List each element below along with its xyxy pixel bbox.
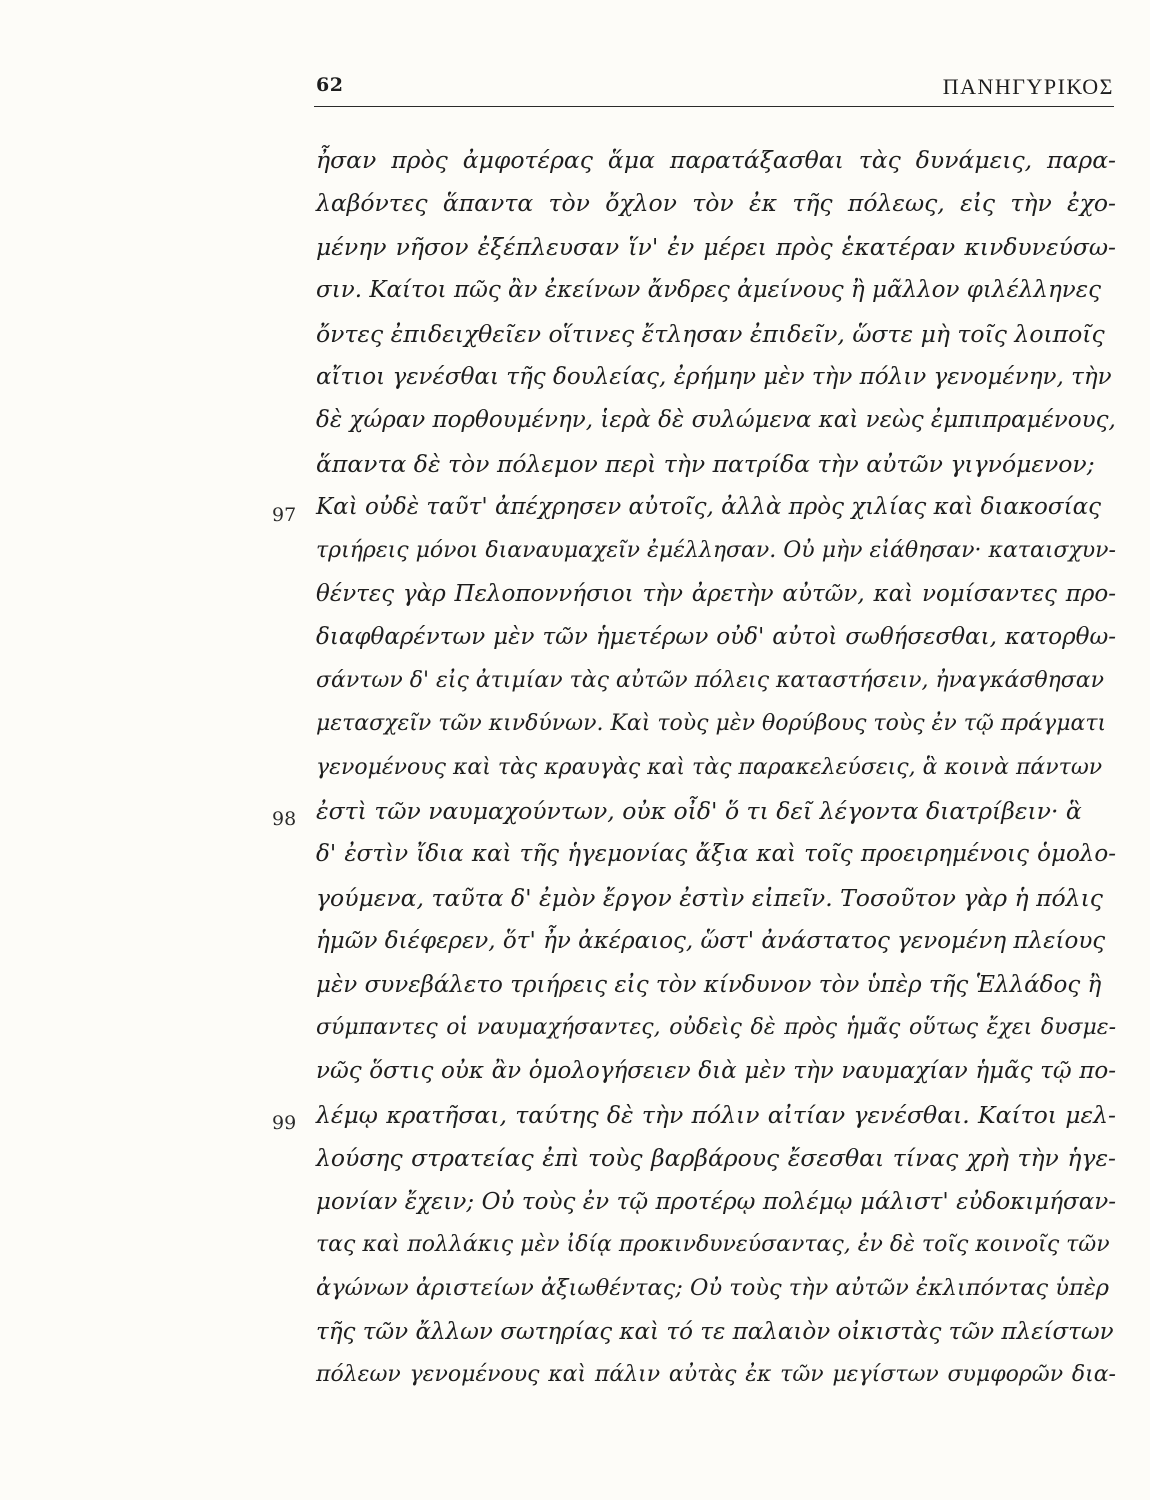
text-line: ἡμῶν διέφερεν, ὅτ' ἦν ἀκέραιος, ὥστ' ἀνάστατος γενομένη πλείους: [316, 928, 1106, 955]
text-line: αἴτιοι γενέσθαι τῆς δουλείας, ἐρήμην μὲν τὴν πόλιν γενομένην, τὴν: [316, 364, 1112, 390]
text-line: λέμῳ κρατῆσαι, ταύτης δὲ τὴν πόλιν αἰτίαν γενέσθαι. Καίτοι μελ-: [316, 1100, 1116, 1129]
text-line: ἅπαντα δὲ τὸν πόλεμον περὶ τὴν πατρίδα τὴν αὐτῶν γιγνόμενον;: [316, 449, 1095, 478]
text-line: τριήρεις μόνοι διαναυμαχεῖν ἐμέλλησαν. Οὐ μὴν εἰάθησαν· καταισχυν-: [316, 537, 1116, 563]
text-line: γενομένους καὶ τὰς κραυγὰς καὶ τὰς παρακελεύσεις, ἃ κοινὰ πάντων: [316, 754, 1103, 780]
text-line: γούμενα, ταῦτα δ' ἐμὸν ἔργον ἐστὶν εἰπεῖν. Τοσοῦτον γὰρ ἡ πόλις: [316, 883, 1103, 912]
running-head: [316, 74, 1114, 104]
section-number: 98: [272, 808, 297, 830]
text-line: μονίαν ἔχειν; Οὐ τοὺς ἐν τῷ προτέρῳ πολέμῳ μάλιστ' εὐδοκιμήσαν-: [316, 1188, 1116, 1215]
text-line: δὲ χώραν πορθουμένην, ἱερὰ δὲ συλώμενα καὶ νεὼς ἐμπιπραμένους,: [316, 407, 1116, 434]
text-line: λούσης στρατείας ἐπὶ τοὺς βαρβάρους ἔσεσθαι τίνας χρὴ τὴν ἡγε-: [316, 1144, 1116, 1173]
text-line: λαβόντες ἅπαντα τὸν ὄχλον τὸν ἐκ τῆς πόλεως, εἰς τὴν ἐχο-: [316, 189, 1116, 218]
text-line: ὄντες ἐπιδειχθεῖεν οἵτινες ἔτλησαν ἐπιδεῖν, ὥστε μὴ τοῖς λοιποῖς: [316, 319, 1105, 348]
text-line: μετασχεῖν τῶν κινδύνων. Καὶ τοὺς μὲν θορύβους τοὺς ἐν τῷ πράγματι: [316, 711, 1107, 737]
text-line: τῆς τῶν ἄλλων σωτηρίας καὶ τό τε παλαιὸν οἰκιστὰς τῶν πλείστων: [316, 1318, 1114, 1345]
text-line: διαφθαρέντων μὲν τῶν ἡμετέρων οὐδ' αὐτοὶ σωθήσεσθαι, κατορθω-: [316, 624, 1116, 651]
text-line: τας καὶ πολλάκις μὲν ἰδίᾳ προκινδυνεύσαντας, ἐν δὲ τοῖς κοινοῖς τῶν: [316, 1232, 1110, 1257]
text-line: πόλεων γενομένους καὶ πάλιν αὐτὰς ἐκ τῶν μεγίστων συμφορῶν δια-: [316, 1362, 1116, 1388]
text-line: δ' ἐστὶν ἴδια καὶ τῆς ἡγεμονίας ἄξια καὶ τοῖς προειρημένοις ὁμολο-: [316, 841, 1116, 868]
text-line: θέντες γὰρ Πελοποννήσιοι τὴν ἀρετὴν αὐτῶν, καὶ νομίσαντες προ-: [316, 581, 1116, 607]
text-line: ἀγώνων ἀριστείων ἀξιωθέντας; Οὐ τοὺς τὴν αὐτῶν ἐκλιπόντας ὑπὲρ: [316, 1275, 1110, 1302]
text-line: σιν. Καίτοι πῶς ἂν ἐκείνων ἄνδρες ἀμείνους ἢ μᾶλλον φιλέλληνες: [316, 277, 1101, 304]
text-line: ἦσαν πρὸς ἀμφοτέρας ἅμα παρατάξασθαι τὰς δυνάμεις, παρα-: [316, 146, 1116, 174]
text-line: νῶς ὅστις οὐκ ἂν ὁμολογήσειεν διὰ μὲν τὴν ναυμαχίαν ἡμᾶς τῷ πο-: [316, 1058, 1116, 1085]
text-line: μὲν συνεβάλετο τριήρεις εἰς τὸν κίνδυνον τὸν ὑπὲρ τῆς Ἑλλάδος ἢ: [316, 971, 1102, 998]
text-line: σάντων δ' εἰς ἀτιμίαν τὰς αὐτῶν πόλεις καταστήσειν, ἠναγκάσθησαν: [316, 667, 1105, 693]
section-number: 99: [272, 1112, 297, 1134]
text-line: σύμπαντες οἱ ναυμαχήσαντες, οὐδεὶς δὲ πρὸς ἡμᾶς οὕτως ἔχει δυσμε-: [316, 1015, 1116, 1040]
section-number: 97: [272, 504, 297, 526]
text-line: Καὶ οὐδὲ ταῦτ' ἀπέχρησεν αὐτοῖς, ἀλλὰ πρὸς χιλίας καὶ διακοσίας: [316, 494, 1102, 521]
header-rule: [314, 106, 1114, 107]
text-line: ἐστὶ τῶν ναυμαχούντων, οὐκ οἶδ' ὅ τι δεῖ λέγοντα διατρίβειν· ἃ: [316, 797, 1082, 825]
page-number: 62: [316, 74, 344, 96]
running-title: ΠΑΝΗΓΥΡΙΚΟΣ: [942, 74, 1114, 99]
text-line: μένην νῆσον ἐξέπλευσαν ἵν' ἐν μέρει πρὸς ἑκατέραν κινδυνεύσω-: [316, 232, 1116, 261]
